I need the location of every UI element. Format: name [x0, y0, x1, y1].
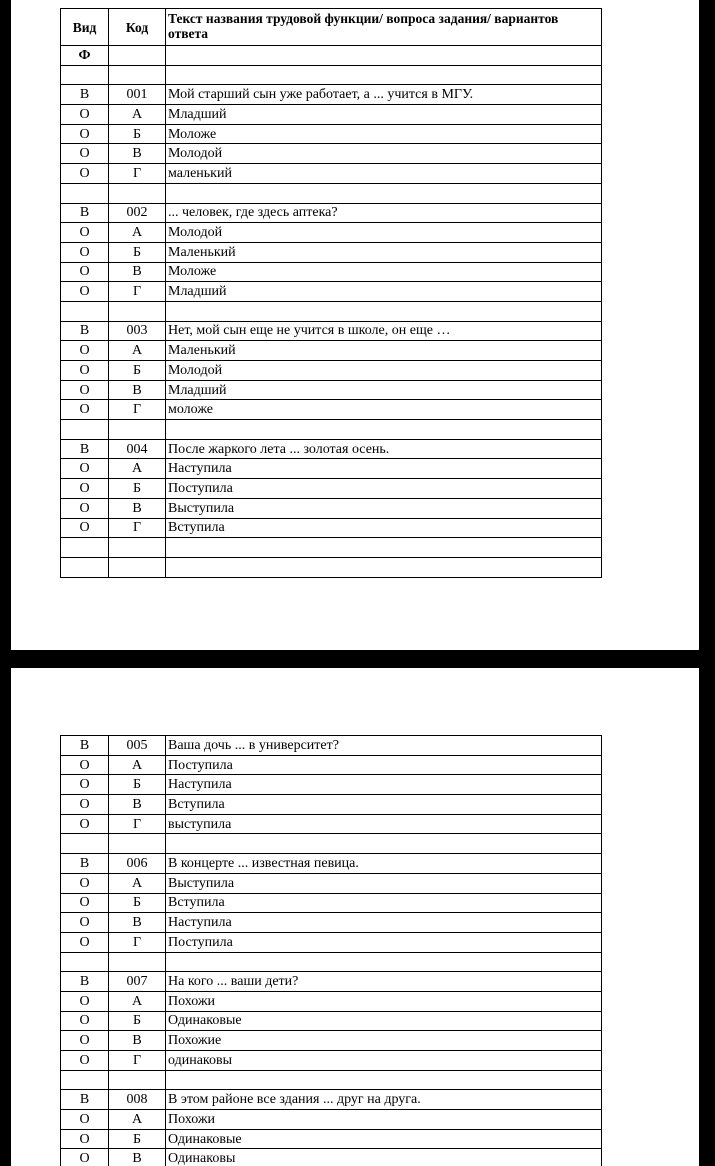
blank-row-kind — [61, 183, 109, 203]
option-row-kind: О — [61, 775, 109, 795]
option-row — [61, 380, 602, 400]
f-kind: Ф — [61, 46, 109, 66]
option-row-text: Похожи — [166, 1110, 602, 1130]
question-row-text: Нет, мой сын еще не учится в школе, он еще … — [166, 321, 602, 341]
blank-row-text — [166, 538, 602, 558]
question-row — [61, 439, 602, 459]
document-page-1 — [11, 0, 699, 650]
question-row-code: 007 — [109, 972, 166, 992]
option-row — [61, 775, 602, 795]
question-row-code: 004 — [109, 439, 166, 459]
option-row-text: Вступила — [166, 795, 602, 815]
blank-row-kind — [61, 834, 109, 854]
option-row-text: Одинаковые — [166, 1129, 602, 1149]
f-text — [166, 46, 602, 66]
question-row-code: 003 — [109, 321, 166, 341]
option-row — [61, 1011, 602, 1031]
option-row-code: В — [109, 1031, 166, 1051]
option-row-kind: О — [61, 144, 109, 164]
option-row-text: маленький — [166, 164, 602, 184]
option-row-kind: О — [61, 498, 109, 518]
blank-row — [61, 301, 602, 321]
option-row-text: Младший — [166, 380, 602, 400]
option-row — [61, 893, 602, 913]
blank-row — [61, 420, 602, 440]
question-row-text: В этом районе все здания ... друг на друга. — [166, 1090, 602, 1110]
option-row-text: Наступила — [166, 775, 602, 795]
option-row-text: Младший — [166, 105, 602, 125]
option-row-kind: О — [61, 893, 109, 913]
option-row — [61, 144, 602, 164]
option-row-text: Моложе — [166, 262, 602, 282]
option-row-text: Молодой — [166, 223, 602, 243]
option-row-code: А — [109, 223, 166, 243]
option-row-kind: О — [61, 479, 109, 499]
option-row-code: Б — [109, 775, 166, 795]
blank-row-text — [166, 557, 602, 577]
option-row-code: А — [109, 459, 166, 479]
question-row-text: Ваша дочь ... в университет? — [166, 736, 602, 756]
option-row-text: Молодой — [166, 144, 602, 164]
option-row-kind: О — [61, 1129, 109, 1149]
option-row-code: Г — [109, 518, 166, 538]
question-row — [61, 736, 602, 756]
header-text: Текст названия трудовой функции/ вопроса задания/ вариантов ответа — [166, 9, 602, 46]
option-row-kind: О — [61, 400, 109, 420]
option-row-code: Б — [109, 361, 166, 381]
blank-row — [61, 557, 602, 577]
question-row-text: На кого ... ваши дети? — [166, 972, 602, 992]
blank-row-text — [166, 834, 602, 854]
question-row-kind: В — [61, 736, 109, 756]
option-row-text: одинаковы — [166, 1051, 602, 1071]
option-row-code: А — [109, 105, 166, 125]
question-row-kind: В — [61, 854, 109, 874]
question-row-kind: В — [61, 1090, 109, 1110]
question-row-text: После жаркого лета ... золотая осень. — [166, 439, 602, 459]
option-row-code: А — [109, 341, 166, 361]
blank-row — [61, 952, 602, 972]
blank-row-text — [166, 1070, 602, 1090]
option-row — [61, 164, 602, 184]
option-row-code: Б — [109, 1011, 166, 1031]
option-row-kind: О — [61, 242, 109, 262]
f-code — [109, 46, 166, 66]
option-row — [61, 498, 602, 518]
question-row-kind: В — [61, 203, 109, 223]
option-row — [61, 341, 602, 361]
option-row-code: А — [109, 991, 166, 1011]
option-row-text: Маленький — [166, 242, 602, 262]
question-row-kind: В — [61, 972, 109, 992]
option-row — [61, 282, 602, 302]
blank-row-kind — [61, 1070, 109, 1090]
question-row — [61, 85, 602, 105]
option-row-kind: О — [61, 1031, 109, 1051]
question-row-kind: В — [61, 439, 109, 459]
option-row — [61, 795, 602, 815]
blank-row-kind — [61, 301, 109, 321]
blank-row — [61, 183, 602, 203]
table-header-row — [61, 9, 602, 46]
blank-row-code — [109, 183, 166, 203]
option-row-kind: О — [61, 1051, 109, 1071]
blank-row-code — [109, 557, 166, 577]
option-row-text: Поступила — [166, 755, 602, 775]
option-row — [61, 1031, 602, 1051]
blank-row-kind — [61, 538, 109, 558]
option-row-text: Выступила — [166, 498, 602, 518]
option-row-kind: О — [61, 1011, 109, 1031]
blank-row — [61, 65, 602, 85]
question-row-code: 006 — [109, 854, 166, 874]
option-row-code: В — [109, 380, 166, 400]
option-row — [61, 400, 602, 420]
option-row-text: Выступила — [166, 873, 602, 893]
blank-row — [61, 538, 602, 558]
option-row-text: Маленький — [166, 341, 602, 361]
question-row — [61, 1090, 602, 1110]
option-row-code: В — [109, 795, 166, 815]
option-row-text: Похожи — [166, 991, 602, 1011]
option-row-kind: О — [61, 1110, 109, 1130]
option-row-kind: О — [61, 755, 109, 775]
option-row-text: Одинаковые — [166, 1011, 602, 1031]
question-row-code: 002 — [109, 203, 166, 223]
option-row — [61, 223, 602, 243]
option-row — [61, 932, 602, 952]
option-row-text: Наступила — [166, 913, 602, 933]
option-row-text: Поступила — [166, 932, 602, 952]
option-row-code: Г — [109, 1051, 166, 1071]
option-row — [61, 873, 602, 893]
option-row-text: моложе — [166, 400, 602, 420]
question-row — [61, 854, 602, 874]
blank-row-kind — [61, 952, 109, 972]
question-table-page-1 — [60, 8, 602, 578]
option-row-kind: О — [61, 341, 109, 361]
question-row-kind: В — [61, 85, 109, 105]
option-row-code: В — [109, 144, 166, 164]
option-row-kind: О — [61, 459, 109, 479]
option-row-text: Вступила — [166, 893, 602, 913]
option-row-kind: О — [61, 1149, 109, 1166]
option-row-text: Похожие — [166, 1031, 602, 1051]
option-row-code: А — [109, 755, 166, 775]
option-row — [61, 479, 602, 499]
option-row-text: Младший — [166, 282, 602, 302]
question-row-code: 005 — [109, 736, 166, 756]
option-row — [61, 1129, 602, 1149]
option-row — [61, 1149, 602, 1166]
blank-row-code — [109, 65, 166, 85]
option-row-kind: О — [61, 164, 109, 184]
option-row — [61, 755, 602, 775]
question-row-kind: В — [61, 321, 109, 341]
option-row-code: В — [109, 1149, 166, 1166]
option-row — [61, 1051, 602, 1071]
option-row — [61, 105, 602, 125]
option-row-text: Вступила — [166, 518, 602, 538]
option-row — [61, 1110, 602, 1130]
option-row-code: Г — [109, 164, 166, 184]
blank-row-code — [109, 834, 166, 854]
option-row — [61, 242, 602, 262]
option-row-kind: О — [61, 124, 109, 144]
question-row-code: 008 — [109, 1090, 166, 1110]
option-row-kind: О — [61, 262, 109, 282]
blank-row-kind — [61, 420, 109, 440]
blank-row-text — [166, 65, 602, 85]
header-code: Код — [109, 9, 166, 46]
option-row-text: Молодой — [166, 361, 602, 381]
option-row-code: Г — [109, 282, 166, 302]
blank-row-text — [166, 301, 602, 321]
option-row-kind: О — [61, 518, 109, 538]
blank-row — [61, 1070, 602, 1090]
option-row-code: А — [109, 1110, 166, 1130]
f-row — [61, 46, 602, 66]
question-row — [61, 321, 602, 341]
option-row-kind: О — [61, 932, 109, 952]
option-row — [61, 459, 602, 479]
header-kind: Вид — [61, 9, 109, 46]
option-row-text: выступила — [166, 814, 602, 834]
blank-row-text — [166, 952, 602, 972]
option-row-kind: О — [61, 105, 109, 125]
option-row-kind: О — [61, 282, 109, 302]
question-row — [61, 203, 602, 223]
option-row-code: Г — [109, 932, 166, 952]
option-row — [61, 124, 602, 144]
option-row — [61, 913, 602, 933]
document-page-2 — [11, 668, 699, 1166]
option-row-code: В — [109, 262, 166, 282]
option-row-kind: О — [61, 361, 109, 381]
option-row-code: А — [109, 873, 166, 893]
option-row — [61, 262, 602, 282]
option-row-text: Одинаковы — [166, 1149, 602, 1166]
option-row-code: Б — [109, 242, 166, 262]
option-row — [61, 518, 602, 538]
blank-row-code — [109, 952, 166, 972]
option-row — [61, 814, 602, 834]
option-row-kind: О — [61, 873, 109, 893]
question-row-text: ... человек, где здесь аптека? — [166, 203, 602, 223]
question-row-text: Мой старший сын уже работает, а ... учится в МГУ. — [166, 85, 602, 105]
option-row-code: Б — [109, 893, 166, 913]
question-row-text: В концерте ... известная певица. — [166, 854, 602, 874]
option-row-kind: О — [61, 380, 109, 400]
blank-row-text — [166, 183, 602, 203]
option-row-code: В — [109, 498, 166, 518]
option-row-code: Б — [109, 479, 166, 499]
blank-row-kind — [61, 65, 109, 85]
option-row-code: В — [109, 913, 166, 933]
question-row — [61, 972, 602, 992]
option-row — [61, 991, 602, 1011]
option-row-kind: О — [61, 913, 109, 933]
option-row — [61, 361, 602, 381]
option-row-code: Б — [109, 1129, 166, 1149]
blank-row — [61, 834, 602, 854]
option-row-kind: О — [61, 795, 109, 815]
option-row-text: Наступила — [166, 459, 602, 479]
option-row-text: Моложе — [166, 124, 602, 144]
blank-row-code — [109, 538, 166, 558]
blank-row-code — [109, 1070, 166, 1090]
question-table-page-2 — [60, 735, 602, 1166]
blank-row-code — [109, 301, 166, 321]
option-row-kind: О — [61, 223, 109, 243]
blank-row-kind — [61, 557, 109, 577]
option-row-code: Г — [109, 400, 166, 420]
option-row-text: Поступила — [166, 479, 602, 499]
blank-row-text — [166, 420, 602, 440]
option-row-code: Г — [109, 814, 166, 834]
option-row-kind: О — [61, 991, 109, 1011]
blank-row-code — [109, 420, 166, 440]
question-row-code: 001 — [109, 85, 166, 105]
option-row-code: Б — [109, 124, 166, 144]
option-row-kind: О — [61, 814, 109, 834]
